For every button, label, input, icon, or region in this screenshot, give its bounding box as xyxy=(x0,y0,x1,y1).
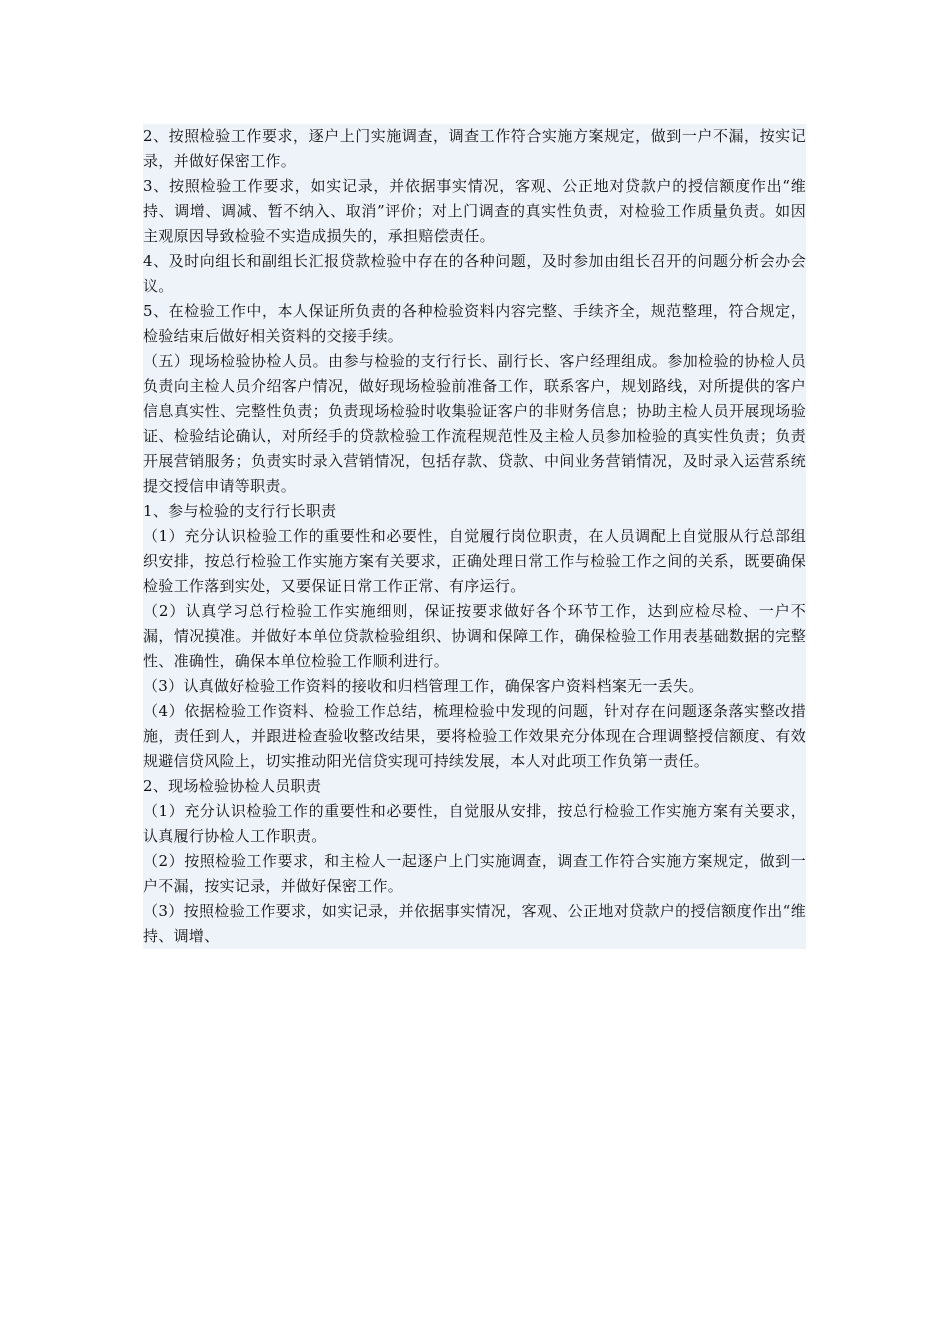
document-body xyxy=(143,124,806,949)
paragraph: 3、按照检验工作要求，如实记录，并依据事实情况，客观、公正地对贷款户的授信额度作出“维持、调增、调减、暂不纳入、取消”评价；对上门调查的真实性负责，对检验工作质量负责。如因主观原因导致检验不实造成损失的，承担赔偿责任。 xyxy=(143,177,806,245)
paragraph: （2）认真学习总行检验工作实施细则，保证按要求做好各个环节工作，达到应检尽检、一户不漏，情况摸准。并做好本单位贷款检验组织、协调和保障工作，确保检验工作用表基础数据的完整性、准确性，确保本单位检验工作顺利进行。 xyxy=(143,602,806,670)
paragraph: （五）现场检验协检人员。由参与检验的支行行长、副行长、客户经理组成。参加检验的协检人员负责向主检人员介绍客户情况，做好现场检验前准备工作，联系客户，规划路线，对所提供的客户信息真实性、完整性负责；负责现场检验时收集验证客户的非财务信息；协助主检人员开展现场验证、检验结论确认，对所经手的贷款检验工作流程规范性及主检人员参加检验的真实性负责；负责开展营销服务；负责实时录入营销情况，包括存款、贷款、中间业务营销情况，及时录入运营系统提交授信申请等职责。 xyxy=(143,352,806,495)
paragraph: 2、按照检验工作要求，逐户上门实施调查，调查工作符合实施方案规定，做到一户不漏，按实记录，并做好保密工作。 xyxy=(143,127,806,170)
section-heading: 2、现场检验协检人员职责 xyxy=(143,777,322,795)
paragraph: 4、及时向组长和副组长汇报贷款检验中存在的各种问题，及时参加由组长召开的问题分析会办会议。 xyxy=(143,252,806,295)
section-heading: 1、参与检验的支行行长职责 xyxy=(143,502,337,520)
paragraph: （1）充分认识检验工作的重要性和必要性，自觉履行岗位职责，在人员调配上自觉服从行总部组织安排，按总行检验工作实施方案有关要求，正确处理日常工作与检验工作之间的关系，既要确保检验工作落到实处，又要保证日常工作正常、有序运行。 xyxy=(143,527,806,595)
paragraph: 5、在检验工作中，本人保证所负责的各种检验资料内容完整、手续齐全，规范整理，符合规定，检验结束后做好相关资料的交接手续。 xyxy=(143,302,806,345)
paragraph: （2）按照检验工作要求，和主检人一起逐户上门实施调查，调查工作符合实施方案规定，做到一户不漏，按实记录，并做好保密工作。 xyxy=(143,852,806,895)
paragraph: （3）认真做好检验工作资料的接收和归档管理工作，确保客户资料档案无一丢失。 xyxy=(143,677,704,695)
paragraph: （1）充分认识检验工作的重要性和必要性，自觉服从安排，按总行检验工作实施方案有关要求，认真履行协检人工作职责。 xyxy=(143,802,806,845)
paragraph: （4）依据检验工作资料、检验工作总结，梳理检验中发现的问题，针对存在问题逐条落实整改措施，责任到人，并跟进检查验收整改结果，要将检验工作效果充分体现在合理调整授信额度、有效规避信贷风险上，切实推动阳光信贷实现可持续发展，本人对此项工作负第一责任。 xyxy=(143,702,806,770)
paragraph: （3）按照检验工作要求，如实记录，并依据事实情况，客观、公正地对贷款户的授信额度作出“维持、调增、 xyxy=(143,902,806,945)
